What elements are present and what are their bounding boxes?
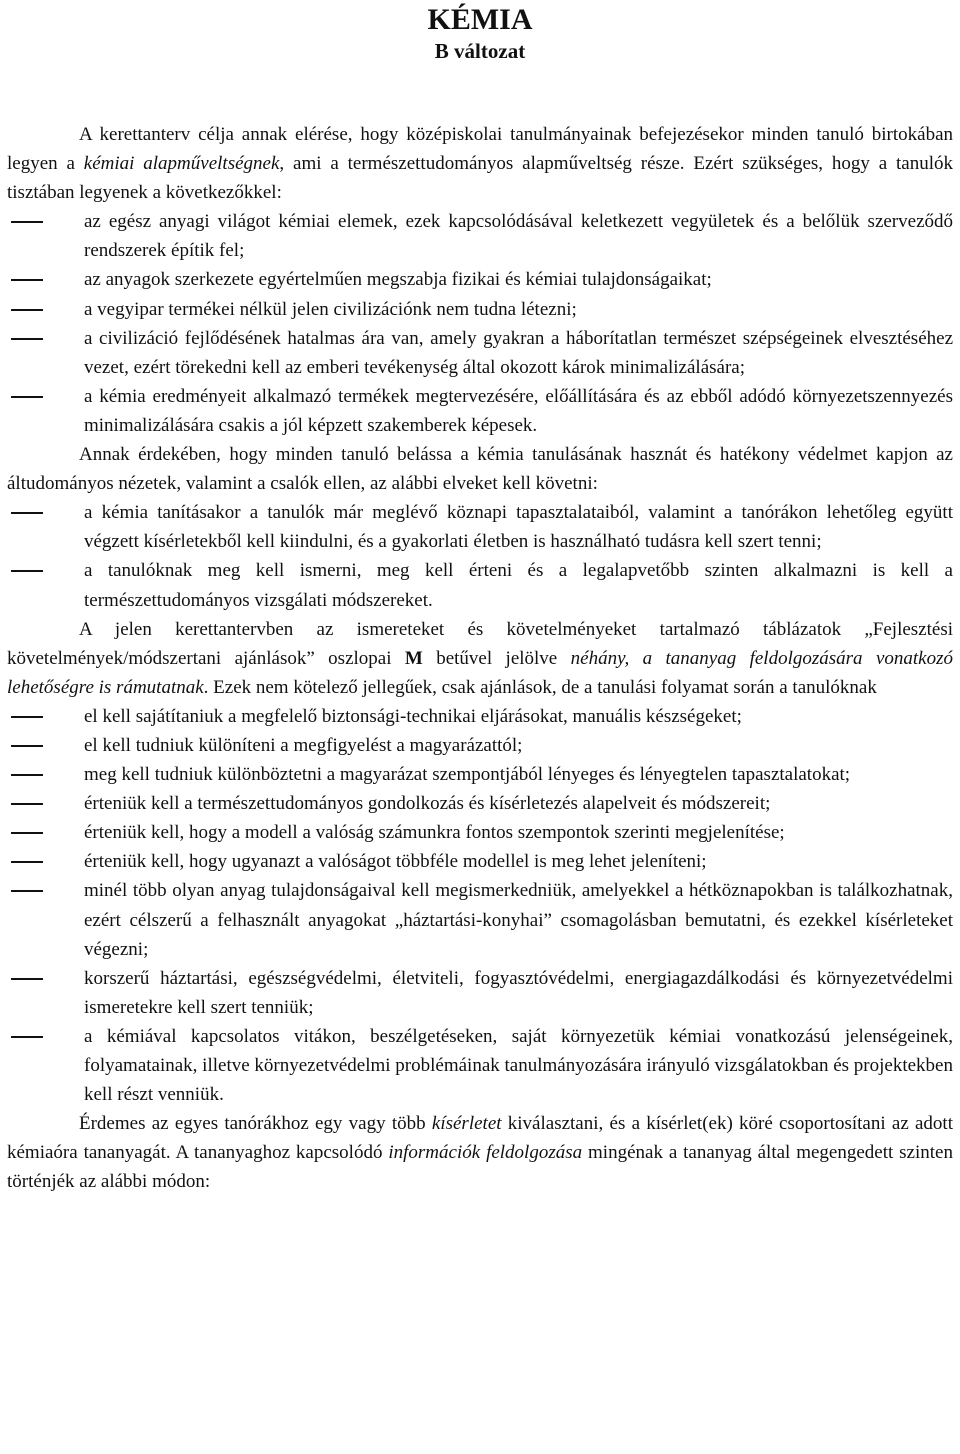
list-item: érteniük kell a természettudományos gondolkozás és kísérletezés alapelveit és módszereit; (7, 789, 953, 818)
list-guidelines (7, 498, 953, 614)
list-item: el kell sajátítaniuk a megfelelő biztonsági-technikai eljárásokat, manuális készségeket; (7, 702, 953, 731)
list-student-skills (7, 702, 953, 1109)
list-item: a kémia tanításakor a tanulók már meglévő köznapi tapasztalataiból, valamint a tanórákon lehetőleg együtt végzett kísérletekből kell kiindulni, és a gyakorlati életben is használható tudásra kell szert tenni; (7, 498, 953, 556)
intro-paragraph (7, 120, 953, 207)
list-item: meg kell tudniuk különböztetni a magyarázat szempontjából lényeges és lényegtelen tapasztalatokat; (7, 760, 953, 789)
information-emphasis: információk feldolgozása (388, 1142, 583, 1164)
list-item: a vegyipar termékei nélkül jelen civilizációnk nem tudna létezni; (7, 295, 953, 324)
dash-bullet-icon (11, 338, 43, 340)
bold-letter-m: M (404, 647, 423, 669)
intro-text-b: , ami a természettudományos alapműveltség része. Ezért szükséges, hogy a tanulók tisztában legyenek a következőkkel: (7, 153, 953, 204)
paragraph-experiments: Érdemes az egyes tanórákhoz egy vagy több kísérletet kiválasztani, és a kísérlet(ek) köré csoportosítani az adott kémiaóra tananyagát. A tananyaghoz kapcsolódó információk feldolgozása mingénak a tananyag által megengedett szinten történjék az alábbi módon: (7, 1113, 953, 1193)
experiment-emphasis: kísérletet (431, 1113, 502, 1135)
list-item: a kémiával kapcsolatos vitákon, beszélgetéseken, saját környezetük kémiai vonatkozású jelenségeinek, folyamatainak, illetve környezetvédelmi problémáinak tanulmányozására irányuló vizsgálatokban és projektekben kell részt venniük. (7, 1022, 953, 1109)
dash-bullet-icon (11, 745, 43, 747)
list-item: érteniük kell, hogy ugyanazt a valóságot többféle modellel is meg lehet jeleníteni; (7, 847, 953, 876)
list-item: a civilizáció fejlődésének hatalmas ára van, amely gyakran a háborítatlan természet szépségeinek elvesztéséhez vezet, ezért törekedni kell az emberi tevékenység által okozott károk minimalizálására; (7, 324, 953, 382)
intro-text-a: A kerettanterv célja annak elérése, hogy középiskolai tanulmányainak befejezésekor minden tanuló birtokában legyen a (7, 124, 953, 175)
document-title: KÉMIA (427, 3, 533, 36)
dash-bullet-icon (11, 1036, 43, 1038)
list-item: a kémia eredményeit alkalmazó termékek megtervezésére, előállítására és az ebből adódó környezetszennyezés minimalizálására csakis a jól képzett szakemberek képesek. (7, 382, 953, 440)
dash-bullet-icon (11, 774, 43, 776)
dash-bullet-icon (11, 570, 43, 572)
list-item: az egész anyagi világot kémiai elemek, ezek kapcsolódásával keletkezett vegyületek és a belőlük szerveződő rendszerek építik fel; (7, 207, 953, 265)
dash-bullet-icon (11, 978, 43, 980)
dash-bullet-icon (11, 512, 43, 514)
list-item: minél több olyan anyag tulajdonságaival kell megismerkedniük, amelyekkel a hétköznapokban is találkozhatnak, ezért célszerű a felhasznált anyagokat „háztartási-konyhai” csomagolásban bemutatni, és ezekkel kísérleteket végezni; (7, 876, 953, 963)
dash-bullet-icon (11, 861, 43, 863)
dash-bullet-icon (11, 279, 43, 281)
paragraph-guidelines: Annak érdekében, hogy minden tanuló belássa a kémia tanulásának hasznát és hatékony védelmet kapjon az áltudományos nézetek, valamint a csalók ellen, az alábbi elveket kell követni: (7, 444, 953, 495)
intro-emphasis: kémiai alapműveltségnek (83, 153, 280, 175)
dash-bullet-icon (11, 396, 43, 398)
list-item: a tanulóknak meg kell ismerni, meg kell érteni és a legalapvetőbb szinten alkalmazni is kell a természettudományos vizsgálati módszereket. (7, 556, 953, 614)
dash-bullet-icon (11, 716, 43, 718)
dash-bullet-icon (11, 803, 43, 805)
dash-bullet-icon (11, 309, 43, 311)
list-principles (7, 207, 953, 440)
framework-emphasis: néhány, a tananyag feldolgozására vonatkozó lehetőségre is rámutatnak (7, 647, 953, 698)
list-item: az anyagok szerkezete egyértelműen megszabja fizikai és kémiai tulajdonságaikat; (7, 265, 953, 294)
dash-bullet-icon (11, 890, 43, 892)
dash-bullet-icon (11, 832, 43, 834)
document-subtitle: B változat (434, 39, 526, 63)
list-item: el kell tudniuk különíteni a megfigyelést a magyarázattól; (7, 731, 953, 760)
paragraph-framework: A jelen kerettantervben az ismereteket és követelményeket tartalmazó táblázatok „Fejlesztési követelmények/módszertani ajánlások” oszlopai M betűvel jelölve néhány, a tananyag feldolgozására vonatkozó lehetőségre is rámutatnak. Ezek nem kötelező jellegűek, csak ajánlások, de a tanulási folyamat során a tanulóknak (7, 618, 953, 698)
dash-bullet-icon (11, 221, 43, 223)
list-item: korszerű háztartási, egészségvédelmi, életviteli, fogyasztóvédelmi, energiagazdálkodási és környezetvédelmi ismeretekre kell szert tenniük; (7, 964, 953, 1022)
list-item: érteniük kell, hogy a modell a valóság számunkra fontos szempontok szerinti megjelenítése; (7, 818, 953, 847)
